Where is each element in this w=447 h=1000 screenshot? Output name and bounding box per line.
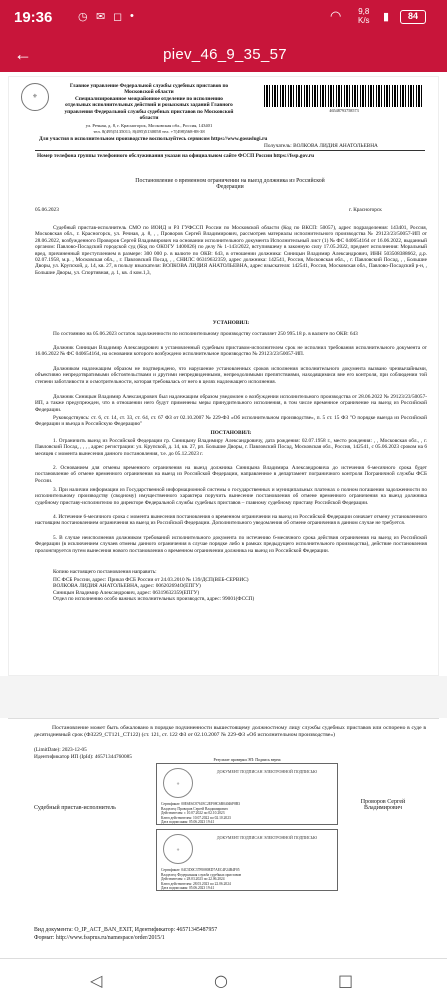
wifi-icon: ◠ (330, 8, 342, 23)
triangle-back-icon[interactable]: ◁ (90, 971, 103, 990)
paragraph-intro: Судебный пристав-исполнитель СМО по ИОИД и РЗ ГУФССП России по Московской области (Код по ВКСП: 50057), адрес подразделения: 143401, Россия, Московская обл., г. Красногорск, ул. Речная, д. 8, , , Проворов Сергей Владимирович, рассмотрев материалы исполнительного производства № 29123/23/50057-ИП от 28.06.2022, возбужденного Проворов Сергей Владимирович на основании исполнительного документа Исполнительный лист (1) № ФС 040654164 от 16.06.2022, выданный органом: Павлово-Посадский городской суд (Код по ОКОГУ 1400026) по делу № 1-143/2022, вступившему в законную силу 17.05.2022, предмет исполнения: Моральный вред, причиненный преступлением в размере: 300 000 р. в валюте по ОКВ: 643, в отношении должника: Синицын Владимир Александрович, ИНН 503508388662, д.р. 02.07.1958, м.р. , Московская обл., , г. Павловский Посад, , , СНИЛС 06319632359, адрес должника: 142541, Россия, Московская обл., , г. Павловский Посад, , , Большие Дворы, ул. Крупской, д. 14, кв. 27, в пользу взыскателя: ВОЛКОВА ЛИДИЯ АНАТОЛЬЕВНА, адрес взыскателя: 142541, Россия, Московская обл., Павлово-Посадский р-н, , Большие Дворы, ул. Спортивная, д. 1, кв. 4 ком.1,3, (35, 225, 427, 276)
system-nav-bar (0, 958, 447, 1000)
resolved-heading: ПОСТАНОВИЛ: (210, 430, 252, 436)
chat-icon: ✉ (96, 11, 106, 23)
battery-indicator: 84 (400, 10, 426, 24)
resolution-item-5: 5. В случае неисполнения должником требований исполнительного документа по истечению 6-месячного срока действия ограничения на выезд из Российской Федерации (в исключением случаев отмены данного ограничения в случае порядке либо в рамках предыдущего исполнительного производства), действие постановления пролонгируется путем вынесения нового постановления о временном ограничении должника на выезд из Российской Федерации. (35, 535, 427, 554)
paragraph-failure: Должник Синицын Владимир Александрович в установленный судебным приставом-исполнителем срок не исполнил требования исполнительного документа от 16.06.2022 № ФС 040654164, на основании которого возбуждено исполнительное производство № 29123/23/50057-ИП. (35, 345, 427, 358)
network-speed: 9,8 K/s (358, 7, 370, 25)
message-icon: ◻ (113, 11, 123, 23)
signature-check: Результат проверки ЭП: Подпись верна (213, 757, 281, 762)
emblem-icon: ⚜ (21, 83, 49, 111)
doc-heading: Постановление о временном ограничении на выезд должника из Российской Федерации (135, 178, 325, 191)
limit-date: (LimitDate): 2023-12-05 (34, 747, 87, 753)
copies-heading: Копию настоящего постановления направить: (53, 569, 157, 575)
resolution-item-1: 1. Ограничить выезд из Российской Федерации гр. Синицыну Владимиру Александровичу, дата рождения: 02.07.1958 г., место рождения: , , Московская обл., , г. Павловский Посад, , , , , адрес регистрации: ул. Крупской, д. 14, кв. 27, рп. Большие Дворы, г. Павловский Посад, Московская обл., Россия, 142541, с 05.06.2023 сроком на 6 месяцев с момента вынесения данного постановления, т.е. до 05.12.2023 г. (35, 438, 427, 457)
status-bar (0, 0, 447, 36)
paragraph-legal-basis: Руководствуясь: ст. 6, ст. 14, ст. 33, ст. 64, ст. 67 ФЗ от 02.10.2007 № 229-ФЗ «Об исполнительном производстве», п. 5 ст. 15 ФЗ "О порядке выезда из Российской Федерации и въезда в Российскую Федерацию" (35, 415, 427, 428)
doc-place: г. Красногорск (349, 207, 382, 213)
doc-type: Вид документа: O_IP_ACT_BAN_EXIT, Идентификатор: 46571345487957 (34, 927, 218, 933)
document-page-2 (8, 718, 439, 958)
list-item: ПС ФСБ России, адрес: Приказ ФСБ России от 24.03.2010 № 139/ДСП(ВЕБ-СЕРВИС) (53, 577, 249, 583)
doc-format: Формат: http://www.fssprus.ru/namespace/order/2015/1 (34, 935, 165, 941)
document-title: piev_46_9_35_57 (163, 46, 287, 63)
divider (35, 150, 425, 151)
copies-list (53, 577, 425, 603)
appeal-note: Постановление может быть обжаловано в порядке подчиненности вышестоящему должностному лицу службы судебных приставов или оспорено в суде в десятидневный срок (ФЗ229_СТ121_СТ122) (ст. 121, ст. 122 ФЗ от 02.10.2007 № 229-ФЗ «Об исполнительном производстве») (34, 725, 426, 738)
list-item: Отдел по исполнению особо важных исполнительных производств, адрес: 99001(ФССП) (53, 596, 255, 603)
resolution-item-2: 2. Основанием для отмены временного ограничения на выезд должника Синицына Владимира Александровича до истечения 6-месячного срока будет постановление об отмене временного ограничения на выезд из Российской Федерации, направленное в департамент пограничного контроля Пограничной службы ФСБ России. (35, 465, 427, 484)
resolution-item-4: 4. Истечение 6-месячного срока с момента вынесения постановления о временном ограничении на выезд из Российской Федерации означает отмену установленного настоящим постановлением ограничения на выезд из Российской Федерации. Дополнительного уведомления об отмене ограничения в данном случае не требуется. (35, 514, 427, 527)
list-item: ВОЛКОВА ЛИДИЯ АНАТОЛЬЕВНА, адрес: 006202694О(ЕПГУ) (53, 583, 201, 590)
list-item: Синицын Владимир Александрович, адрес: 06319632359(ЕПГУ) (53, 589, 200, 596)
org-address: ул. Речная, д. 8, г. Красногорск, Московская обл., Россия, 143401 (85, 123, 213, 128)
more-icon: • (130, 10, 134, 22)
square-recents-icon[interactable]: □ (338, 971, 354, 990)
signal-icon: ▮ (383, 11, 390, 23)
app-title-bar (0, 36, 447, 72)
document-page-1 (8, 76, 439, 676)
page-gap (0, 676, 447, 718)
signer-name: Проворов Сергей Владимирович (360, 799, 406, 812)
paragraph-circumstances: Должником надлежащим образом не подтверждено, что нарушение установленных сроков исполнения исполнительного документа вызвано чрезвычайными, объективно непредотвратимыми обстоятельствами и другими непредвиденными, непреодолимыми препятствиями, находящимися вне его контроля, при соблюдении той степени заботливости и осмотрительности, которая требовалась от него в целях надлежащего исполнения. (35, 366, 427, 385)
signature-stamp-1: ⚜ ДОКУМЕНТ ПОДПИСАН ЭЛЕКТРОННОЙ ПОДПИСЬЮ Сертификат: 00E6E6C8761EC2EF08C6B04046F8B3 Владелец: Проворов Сергей Владимирович Действителен: с 10.07.2022 по 02.10.2023 Ключ действителен: 10.07.2022 по 02.10.2023 Дата подписания: 05.06.2023 19:41 (156, 763, 338, 825)
established-heading: УСТАНОВИЛ: (212, 320, 250, 326)
barcode-number: 46548793758573 (329, 108, 359, 113)
doc-date: 05.06.2023 (35, 207, 59, 213)
paragraph-debt: По состоянию на 05.06.2023 остаток задолженности по исполнительному производству составляет 250 995.18 р. в валюте по ОКВ: 643 (53, 331, 358, 337)
seal-icon: ⚜ (163, 768, 193, 798)
signature-stamp-2: ⚜ ДОКУМЕНТ ПОДПИСАН ЭЛЕКТРОННОЙ ПОДПИСЬЮ Сертификат: 04C5D0C37F0080ED7AEC4F24B4F05 Владелец: Федеральная служба судебных приставов Действителен: с 28.03.2023 по 22.06.2024 Ключ действителен: 28.03.2023 по 22.06.2024 Дата подписания: 05.06.2023 19:41 (156, 829, 338, 891)
resolution-item-3: 3. При наличии информации из Государственной информационной системы о государственных и муниципальных платежах о полном погашении задолженности по исполнительному производству (сводному) имущественного характера поручить вынесение постановления об отмене временного ограничения на выезд должника судебному приставу-исполнителю по директоре Федеральной службы судебных приставов – главному судебному приставу Российской Федерации. (35, 487, 427, 506)
seal-icon: ⚜ (163, 834, 193, 864)
alarm-icon: ◷ (78, 11, 88, 23)
phone-note: Номер телефона группы телефонного обслуживания указан на официальном сайте ФССП России https://fssp.gov.ru (37, 153, 315, 159)
paragraph-notified: Должник Синицын Владимир Александрович был надлежащим образом уведомлен о возбуждении исполнительного производства от 28.06.2022 № 29123/23/50057-ИП, а также предупрежден, что в отношении него будут применены меры принудительного исполнения, в том числе временное ограничение на выезд из Российской Федерации. (35, 394, 427, 413)
ip-id: Идентификатор ИП (IpId): 46571344760085 (34, 754, 132, 760)
gosuslugi-note: Для участия в исполнительном производстве воспользуйтесь сервисом https://www.gosuslugi.ru (39, 136, 268, 142)
barcode (264, 85, 424, 107)
org-phone: тел. 8(495)5135011; 8(495)5130058 тел. +7(498)568-88-38 (93, 129, 205, 134)
clock: 19:36 (14, 9, 53, 26)
signer-title: Судебный пристав-исполнитель (34, 805, 116, 811)
org-name: Главное управление Федеральной службы судебных приставов по Московской области Специализированное межрайонное отделение по исполнению отдельных исполнительных действий и розыскных заданий Главного управления Федеральной службы судебных приставов по Московской области (64, 83, 234, 122)
recipient: Получатель: ВОЛКОВА ЛИДИЯ АНАТОЛЬЕВНА (264, 143, 378, 149)
circle-home-icon[interactable]: ○ (214, 971, 228, 990)
arrow-left-icon[interactable]: ← (14, 44, 32, 64)
